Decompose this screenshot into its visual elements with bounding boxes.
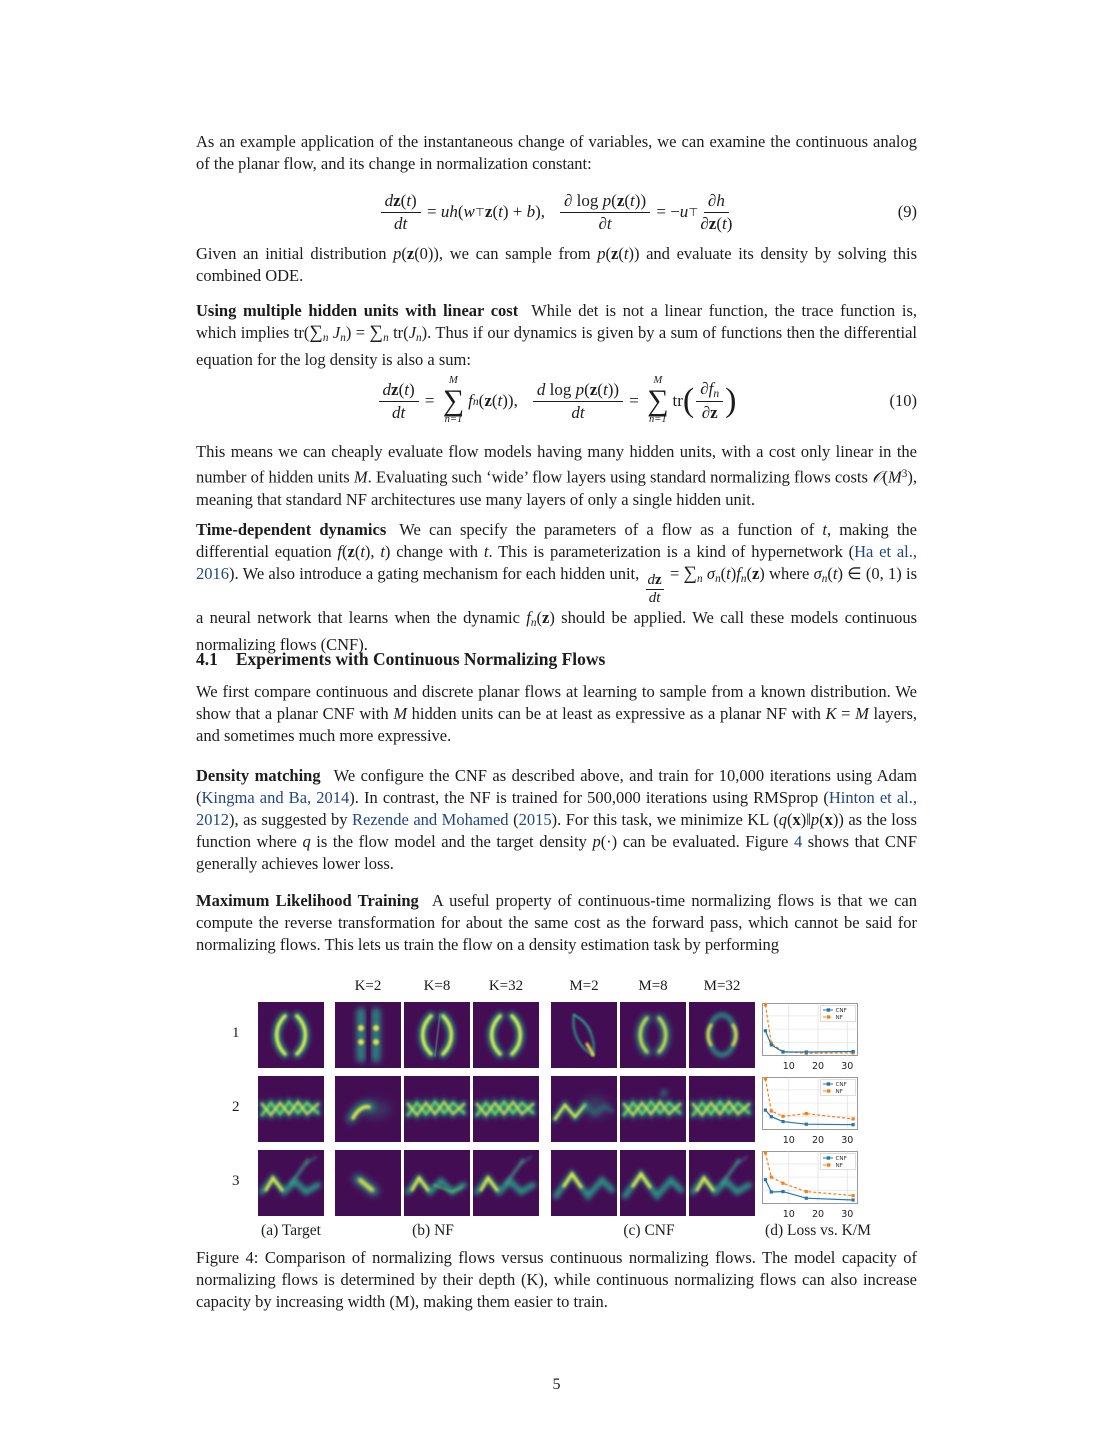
text-run: )	[364, 542, 371, 561]
text-run: t	[380, 542, 385, 561]
text-run: , making the differential equation	[196, 520, 917, 561]
text-run: ⊤	[688, 206, 699, 219]
text-run: , meaning that standard NF architectures use many layers of only a single hidden unit.	[196, 467, 917, 509]
svg-text:10: 10	[782, 1061, 795, 1072]
text-run: =	[625, 391, 644, 410]
text-run: t	[623, 244, 629, 263]
text-run: )	[411, 190, 417, 210]
text-run: u	[679, 202, 689, 221]
density-plot-row3-target	[258, 1150, 324, 1216]
text-run: ∂	[564, 190, 573, 210]
text-run: z	[406, 244, 415, 263]
row-label-1: 1	[232, 1025, 240, 1041]
text-run: σ	[702, 564, 716, 583]
text-run: n	[322, 331, 329, 344]
svg-text:NF: NF	[835, 1015, 843, 1021]
section-heading-4-1	[196, 649, 917, 670]
subcaption-cnf: (c) CNF	[623, 1222, 675, 1239]
text-run: This means we can cheaply evaluate flow models having many hidden units, with a cost only linear in the number of hidden units	[196, 442, 917, 487]
text-run: )	[725, 382, 737, 419]
subcaption-target: (a) Target	[261, 1222, 321, 1239]
text-run: z	[542, 607, 550, 627]
text-run: x	[824, 810, 833, 829]
svg-text:20: 20	[811, 1135, 825, 1146]
figure-caption: Figure 4: Comparison of normalizing flows versus continuous normalizing flows. The model capacity of normalizing flows is determined by their depth (K), while continuous normalizing flows can also increase capacity by increasing width (M), making them easier to train.	[196, 1248, 917, 1311]
text-run: log	[545, 379, 576, 399]
text-run: M	[393, 704, 408, 723]
text-run: t	[721, 213, 727, 233]
text-run: (	[682, 382, 695, 419]
subcaption-loss: (d) Loss vs. K/M	[765, 1222, 871, 1239]
text-run: = −	[652, 202, 680, 221]
text-run: J	[408, 323, 417, 342]
text-run: ). In contrast, the NF is trained for 500,000 iterations using RMSprop (	[349, 788, 829, 807]
text-run: is a neural network that learns when the dynamic	[196, 564, 917, 627]
text-run: (	[398, 379, 405, 399]
density-plot-row2-k2	[335, 1076, 401, 1142]
text-run: n	[472, 394, 479, 408]
text-run: z	[393, 190, 401, 210]
equation-10	[196, 366, 917, 436]
text-run: t	[406, 190, 412, 210]
text-run: z	[751, 564, 760, 583]
text-run: Given an initial distribution	[196, 244, 394, 263]
text-run: , we can sample from	[438, 244, 598, 263]
text-run: . Evaluating such ‘wide’ flow layers using standard normalizing flows costs	[367, 467, 873, 487]
fraction	[533, 380, 623, 422]
svg-text:30: 30	[841, 1061, 854, 1072]
text-run: q	[778, 810, 787, 829]
text-run: p	[575, 379, 585, 399]
text-run: p	[597, 244, 606, 263]
text-run: K	[825, 704, 837, 723]
text-run: where	[764, 564, 814, 583]
text-run: ) ∈ (0, 1)	[837, 564, 902, 583]
text-run: ∂	[700, 213, 709, 233]
text-run: ∂t	[598, 213, 612, 233]
text-run: x	[792, 810, 801, 829]
density-plot-row3-k32	[473, 1150, 539, 1216]
text-run: Density matching	[196, 766, 321, 785]
column-header-k8: K=8	[423, 978, 451, 994]
text-run: (	[491, 391, 498, 410]
svg-text:CNF: CNF	[835, 1082, 847, 1088]
text-run: ∑	[369, 322, 384, 343]
density-plot-row1-m2	[551, 1002, 617, 1068]
text-run: ∂f	[700, 379, 714, 399]
text-run: ∑	[683, 563, 698, 584]
text-run: (	[536, 607, 542, 627]
density-plot-row1-k8	[404, 1002, 470, 1068]
text-run: Time-dependent dynamics	[196, 520, 387, 539]
text-run: d	[384, 190, 394, 210]
text-run: n	[697, 572, 703, 585]
density-plot-row1-m8	[620, 1002, 686, 1068]
row-label-2: 2	[232, 1099, 240, 1115]
citation-link[interactable]: Hinton et al., 2012	[196, 788, 917, 829]
text-run: should be applied. We call these models continuous normalizing flows (CNF).	[196, 607, 917, 654]
text-run: (	[827, 564, 833, 583]
text-run: (	[786, 810, 793, 829]
text-run: log	[572, 190, 603, 210]
svg-text:20: 20	[811, 1209, 825, 1220]
text-run: (	[508, 810, 519, 829]
text-run: dt	[648, 590, 661, 606]
text-run: (	[618, 244, 624, 263]
text-run: b	[526, 202, 536, 221]
text-run: (0))	[414, 244, 439, 263]
text-run: σ	[813, 564, 822, 583]
text-run: t	[630, 190, 635, 210]
text-run: A useful property of continuous-time normalizing flows is that we can compute the reverse transformation for about the same cost as the forward pass, which cannot be said for normalizing flows. This lets us train the flow on a density estimation task by performing	[196, 891, 918, 954]
text-run: (	[720, 564, 727, 583]
text-run: 3	[901, 468, 908, 480]
text-run: (	[746, 564, 752, 583]
fraction	[696, 379, 723, 423]
text-run: f	[337, 542, 342, 561]
citation-link[interactable]: Kingma and Ba, 2014	[201, 788, 350, 807]
text-run: (	[584, 379, 590, 399]
text-run: t	[832, 564, 838, 583]
text-run: t	[602, 379, 608, 399]
text-run: )	[549, 607, 555, 627]
text-run: 𝒪	[872, 467, 883, 487]
text-run: (	[605, 244, 612, 263]
loss-plot-row1	[760, 1002, 862, 1072]
paragraph-linear-cost	[196, 441, 917, 511]
density-plot-row3-m8	[620, 1150, 686, 1216]
text-run: . This is parameterization is a kind of hypernetwork (	[488, 542, 855, 561]
svg-text:10: 10	[782, 1209, 795, 1220]
density-plot-row2-k8	[404, 1076, 470, 1142]
paragraph-maximum-likelihood	[196, 890, 917, 956]
text-run: (	[457, 202, 464, 221]
text-run: t	[822, 520, 827, 539]
text-run: =	[420, 391, 439, 410]
text-run: ). For this task, we minimize KL (	[551, 810, 779, 829]
svg-text:10: 10	[782, 1135, 795, 1146]
equation-number: (10)	[889, 391, 917, 410]
text-run: (	[611, 190, 617, 210]
svg-text:NF: NF	[835, 1089, 843, 1095]
citation-link[interactable]: Rezende and Mohamed	[352, 810, 509, 829]
loss-plot-row3	[760, 1150, 862, 1220]
text-run: d	[536, 379, 546, 399]
figure-4	[196, 978, 917, 1246]
text-run: dt	[391, 402, 406, 422]
loss-plot-row2	[760, 1076, 862, 1146]
text-run: z	[391, 379, 399, 399]
text-run: p	[393, 244, 402, 263]
equation-9-body	[196, 183, 917, 241]
svg-text:CNF: CNF	[835, 1156, 847, 1162]
text-run: ) =	[345, 323, 370, 342]
text-run: uh	[440, 202, 458, 221]
svg-text:20: 20	[811, 1061, 825, 1072]
density-plot-row2-target	[258, 1076, 324, 1142]
text-run: J	[328, 323, 341, 342]
text-run: n	[340, 331, 346, 344]
text-run: ). We also introduce a gating mechanism for each hidden unit,	[229, 564, 644, 583]
text-run: ), as suggested by	[229, 810, 352, 829]
text-run: ). Thus if our dynamics is given by a sum of functions then the differential equation for the log density is also a sum:	[196, 323, 917, 369]
text-run: can be evaluated. Figure	[617, 832, 794, 851]
fraction	[381, 191, 421, 233]
text-run: w	[463, 202, 475, 221]
text-run: n	[740, 572, 747, 585]
section-title: Experiments with Continuous Normalizing Flows	[235, 649, 606, 669]
text-run: f	[526, 607, 531, 627]
paragraph-compare-flows	[196, 681, 917, 747]
text-run: t	[726, 564, 731, 583]
text-run: z	[616, 190, 625, 210]
text-run: n	[821, 572, 828, 585]
text-run: d	[382, 379, 392, 399]
text-run: z	[484, 202, 493, 221]
text-run: While det is not a linear function, the trace function is, which implies tr(	[196, 301, 917, 342]
text-run: )	[726, 213, 733, 233]
text-run: d	[647, 572, 656, 589]
fraction	[379, 380, 419, 422]
subcaption-nf: (b) NF	[412, 1222, 454, 1239]
text-run: (	[354, 542, 361, 561]
text-run: n	[713, 387, 720, 401]
text-run: shows that CNF generally achieves lower loss.	[196, 832, 918, 873]
page-content	[196, 0, 917, 1440]
text-run: p	[592, 832, 601, 851]
text-run: tr	[672, 391, 683, 410]
text-run: (	[624, 190, 631, 210]
text-run: ))	[832, 810, 844, 829]
column-header-m8: M=8	[638, 978, 668, 994]
equation-number: (9)	[897, 202, 917, 221]
text-run: =	[422, 202, 441, 221]
text-run: (	[478, 391, 485, 410]
density-plot-row2-m2	[551, 1076, 617, 1142]
text-run: f	[468, 391, 473, 410]
text-run: n	[715, 572, 721, 585]
fraction	[700, 191, 732, 233]
density-plot-row1-target	[258, 1002, 324, 1068]
density-plot-row3-m2	[551, 1150, 617, 1216]
text-run: )‖	[800, 810, 811, 829]
density-plot-row3-k8	[404, 1150, 470, 1216]
text-run: q	[302, 832, 311, 851]
citation-link[interactable]: 4	[793, 832, 803, 851]
column-header-k32: K=32	[488, 978, 524, 994]
text-run: We can specify the parameters of a flow as a function of	[399, 520, 823, 539]
text-run: )	[759, 564, 765, 583]
text-run: (	[716, 213, 722, 233]
text-run: M	[888, 467, 902, 487]
text-run: layers, and sometimes much more expressive.	[196, 704, 918, 745]
text-run: change with	[390, 542, 484, 561]
text-run: z	[655, 572, 662, 589]
text-run: ))	[628, 244, 640, 263]
text-run: (·)	[600, 832, 618, 851]
text-run: )	[730, 564, 737, 583]
text-run: t	[497, 391, 503, 410]
text-run: )	[408, 379, 415, 399]
text-run: is the flow model and the target density	[310, 832, 593, 851]
fraction	[646, 573, 664, 607]
text-run: hidden units can be at least as expressive as a planar NF with	[407, 704, 826, 723]
text-run: M	[855, 704, 869, 723]
text-run: z	[484, 391, 492, 410]
citation-link[interactable]: 2015	[518, 810, 552, 829]
svg-text:30: 30	[841, 1209, 854, 1220]
text-run: (	[400, 190, 407, 210]
density-plot-row2-m8	[620, 1076, 686, 1142]
text-run: n	[383, 331, 389, 344]
text-run: t	[498, 202, 503, 221]
density-plot-row3-k2	[335, 1150, 401, 1216]
text-run: t	[483, 542, 489, 561]
text-run: M	[353, 467, 368, 487]
paragraph-time-dependent	[196, 519, 917, 656]
text-run: =	[836, 704, 856, 723]
text-run: z	[611, 244, 619, 263]
text-run: dt	[394, 213, 408, 233]
svg-text:30: 30	[841, 1135, 854, 1146]
text-run: dt	[571, 402, 585, 422]
text-run: (	[492, 202, 499, 221]
paragraph-intro	[196, 131, 917, 175]
density-plot-row1-m32	[689, 1002, 755, 1068]
column-header-m2: M=2	[569, 978, 599, 994]
column-header-k2: K=2	[354, 978, 382, 994]
text-run: t	[360, 542, 365, 561]
text-run: z	[347, 542, 355, 561]
sum-operator: M ∑ n=1	[647, 375, 669, 426]
text-run: (	[882, 467, 889, 487]
citation-link[interactable]: Ha et al., 2016	[196, 542, 918, 583]
text-run: We configure the CNF as described above, and train for 10,000 iterations using Adam (	[196, 766, 918, 807]
text-run: ,	[370, 542, 381, 561]
text-run: p	[602, 190, 612, 210]
text-run: =	[665, 564, 684, 583]
text-run: ⊤	[474, 206, 485, 219]
text-run: (	[819, 810, 825, 829]
text-run: )	[384, 542, 391, 561]
text-run: t	[404, 379, 409, 399]
svg-text:CNF: CNF	[835, 1008, 847, 1014]
text-run: z	[710, 403, 718, 423]
text-run: as the loss function where	[196, 810, 917, 851]
text-run: (	[341, 542, 348, 561]
svg-text:NF: NF	[835, 1163, 843, 1169]
section-number: 4.1	[196, 649, 218, 669]
page-number: 5	[552, 1376, 561, 1393]
text-run: ))	[634, 190, 647, 210]
text-run: ∑	[309, 322, 323, 343]
paragraph-density-matching	[196, 765, 917, 875]
text-run: )	[907, 467, 913, 487]
sum-operator: M ∑ n=1	[442, 375, 465, 426]
text-run: ∂h	[707, 190, 725, 210]
density-plot-row1-k2	[335, 1002, 401, 1068]
text-run: As an example application of the instantaneous change of variables, we can examine the continuous analog of the planar flow, and its change in normalization constant:	[196, 132, 917, 173]
text-run: ) +	[502, 202, 527, 221]
text-run: z	[589, 379, 598, 399]
density-plot-row1-k32	[473, 1002, 539, 1068]
fraction	[560, 191, 650, 233]
text-run: z	[708, 213, 717, 233]
text-run: )),	[502, 391, 518, 410]
text-run: and evaluate its density by solving this combined ODE.	[196, 244, 918, 285]
text-run: Maximum Likelihood Training	[196, 891, 419, 910]
text-run: ))	[607, 379, 620, 399]
paragraph-ode	[196, 243, 917, 287]
paragraph-multiple-hidden-units	[196, 300, 917, 371]
text-run: We first compare continuous and discrete planar flows at learning to sample from a known distribution. We show that a planar CNF with	[196, 682, 917, 723]
text-run: f	[736, 564, 741, 583]
text-run: p	[810, 810, 820, 829]
row-label-3: 3	[232, 1173, 240, 1189]
density-plot-row3-m32	[689, 1150, 755, 1216]
text-run: (	[401, 244, 407, 263]
text-run: ),	[535, 202, 546, 221]
text-run: tr(	[388, 323, 409, 342]
text-run: (	[597, 379, 603, 399]
text-run: n	[416, 331, 422, 344]
text-run: n	[530, 616, 537, 629]
column-header-m32: M=32	[703, 978, 741, 994]
density-plot-row2-k32	[473, 1076, 539, 1142]
text-run: ∂	[701, 403, 711, 423]
equation-10-body	[196, 366, 917, 436]
equation-9	[196, 183, 917, 241]
density-plot-row2-m32	[689, 1076, 755, 1142]
text-run: Using multiple hidden units with linear cost	[196, 301, 519, 320]
